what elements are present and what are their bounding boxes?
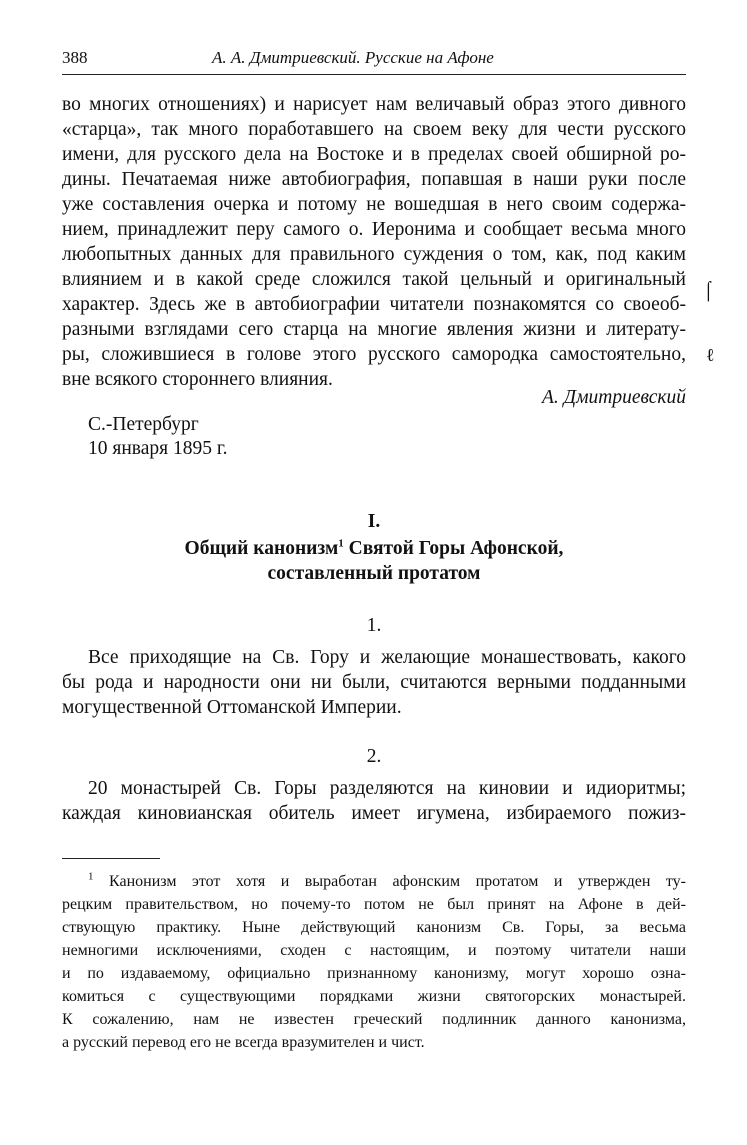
intro-line: ры, сложившиеся в голове этого русского самородка самостоятельно,: [62, 344, 686, 365]
signature: А. Дмитриевский: [542, 387, 686, 408]
intro-line: вне всякого стороннего влияния.: [62, 369, 333, 390]
intro-line: любопытных данных для правильного суждения о том, как, под каким: [62, 244, 686, 265]
article-number: 2.: [366, 746, 382, 767]
article-number: 1.: [366, 615, 382, 636]
intro-line: разными взглядами сего старца на многие явления жизни и литерату-: [62, 319, 686, 340]
running-title: А. А. Дмитриевский. Русские на Афоне: [212, 48, 494, 67]
footnote-line: К сожалению, нам не известен греческий подлинник данного канонизма,: [62, 1011, 686, 1028]
section-number: I.: [367, 511, 381, 532]
intro-line: дины. Печатаемая ниже автобиография, попавшая в наши руки после: [62, 169, 686, 190]
article-line: бы рода и народности они ни были, считаются верными подданными: [62, 672, 686, 693]
footnote-line: и по издаваемому, официально признанному канонизму, могут хорошо озна-: [62, 965, 686, 982]
footnote-line: ствующую практику. Ныне действующий канонизм Св. Горы, за весьма: [62, 919, 686, 936]
footnote-marker: 1: [88, 870, 94, 883]
intro-line: влиянием и в какой среде сложился такой цельный и оригинальный: [62, 269, 686, 290]
footnote-line: рецким правительством, но почему-то потом не был принят на Афоне в дей-: [62, 896, 686, 913]
intro-line: нием, принадлежит перу самого о. Иеронима и сообщает весьма много: [62, 219, 686, 240]
page-header: [62, 44, 686, 75]
article-line: 20 монастырей Св. Горы разделяются на киновии и идиоритмы;: [88, 778, 686, 799]
article-line: Все приходящие на Св. Гору и желающие монашествовать, какого: [88, 647, 686, 668]
section-title-line1: [62, 537, 686, 561]
footnote-line: а русский перевод его не всегда вразумителен и чист.: [62, 1034, 425, 1051]
footnote-divider: [62, 858, 160, 859]
margin-pen-mark: ℓ: [706, 345, 715, 365]
intro-line: «старца», так много поработавшего на своем веку для чести русского: [62, 119, 686, 140]
article-line: каждая киновианская обитель имеет игумена, избираемого пожиз-: [62, 803, 686, 824]
footnote-line: немногими исключениями, сходен с настоящим, и поэтому читатели наши: [62, 942, 686, 959]
intro-line: уже составления очерка и потому не вошедшая в него своим содержа-: [62, 194, 686, 215]
section-title-rest: Святой Горы Афонской,: [343, 538, 564, 559]
article-line: могущественной Оттоманской Империи.: [62, 697, 402, 718]
section-title-text: Общий канонизм: [184, 538, 339, 559]
page-number: 388: [62, 48, 88, 67]
footnote-line: [88, 872, 686, 892]
footnote-ref: 1: [338, 537, 344, 550]
margin-bracket-mark: ⌠: [703, 280, 714, 300]
section-title-line2: составленный протатом: [267, 563, 481, 584]
place-line: С.-Петербург: [88, 414, 199, 435]
intro-line: имени, для русского дела на Востоке и в пределах своей обширной ро-: [62, 144, 686, 165]
intro-line: характер. Здесь же в автобиографии читатели познакомятся со своеоб-: [62, 294, 686, 315]
footnote-line: комиться с существующими порядками жизни святогорских монастырей.: [62, 988, 686, 1005]
footnote-text: Канонизм этот хотя и выработан афонским протатом и утвержден ту-: [93, 873, 686, 890]
date-line: 10 января 1895 г.: [88, 438, 228, 459]
intro-line: во многих отношениях) и нарисует нам величавый образ этого дивного: [62, 94, 686, 115]
